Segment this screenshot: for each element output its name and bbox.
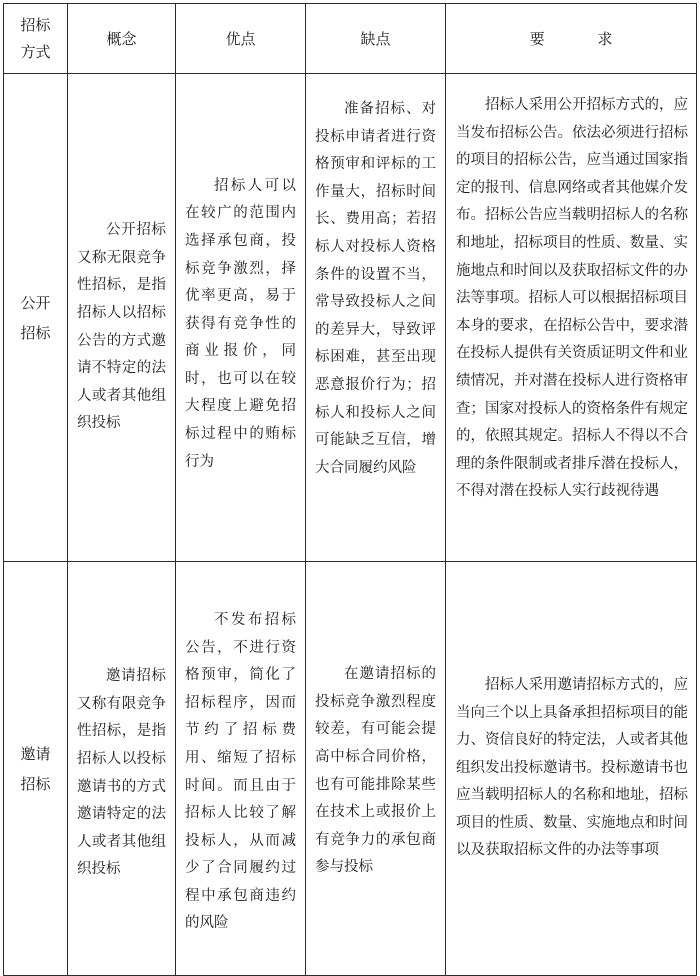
table-row-open-bidding (4, 74, 697, 562)
header-method-label: 招标方式 (20, 15, 51, 61)
header-cons-label: 缺点 (360, 29, 391, 48)
cons-cell (306, 562, 446, 976)
header-method (4, 4, 68, 74)
method-label: 邀请招标 (20, 744, 51, 793)
table-row-invited-bidding (4, 562, 697, 976)
requirements-cell (446, 562, 697, 976)
header-pros-label: 优点 (225, 29, 256, 48)
cons-text: 在邀请招标的投标竞争激烈程度较差，有可能会提高中标合同价格，也有可能排除某些在技术上或报价上有竞争力的承包商参与投标 (315, 666, 436, 876)
concept-cell (68, 74, 176, 562)
pros-cell (176, 74, 306, 562)
method-cell (4, 562, 68, 976)
concept-text: 邀请招标又称有限竞争性招标，是指招标人以投标邀请书的方式邀请特定的法人或者其他组织投标 (77, 668, 166, 878)
cons-text: 准备招标、对投标申请者进行资格预审和评标的工作量大，招标时间长、费用高；若招标人对投标人资格条件的设置不当，常导致投标人之间的差异大，导致评标困难，甚至出现恶意报价行为；招标人和投标人之间可能缺乏互信，增大合同履约风险 (315, 101, 436, 476)
method-label: 公开招标 (20, 293, 51, 342)
header-requirements (446, 4, 697, 74)
header-cons (306, 4, 446, 74)
pros-text: 不发布招标公告，不进行资格预审，简化了招标程序，因而节约了招标费用、缩短了招标时间。而且由于招标人比较了解投标人，从而减少了合同履约过程中承包商违约的风险 (185, 611, 296, 932)
concept-text: 公开招标又称无限竞争性招标，是指招标人以招标公告的方式邀请不特定的法人或者其他组织投标 (77, 222, 166, 432)
header-concept (68, 4, 176, 74)
requirements-cell (446, 74, 697, 562)
method-cell (4, 74, 68, 562)
header-row (4, 4, 697, 74)
header-requirements-label: 要 求 (529, 29, 637, 48)
requirements-text: 招标人采用邀请招标方式的，应当向三个以上具备承担招标项目的能力、资信良好的特定法，人或者其他组织发出投标邀请书。投标邀请书也应当载明招标人的名称和地址，招标项目的性质、数量、实施地点和时间以及获取招标文件的办法等事项 (456, 676, 688, 859)
requirements-text: 招标人采用公开招标方式的，应当发布招标公告。依法必须进行招标的项目的招标公告，应当通过国家指定的报刊、信息网络或者其他媒介发布。招标公告应当载明招标人的名称和地址，招标项目的性质、数量、实施地点和时间以及获取招标文件的办法等事项。招标人可以根据招标项目本身的要求，在招标公告中，要求潜在投标人提供有关资质证明文件和业绩情况，并对潜在投标人进行资格审查；国家对投标人的资格条件有规定的，依照其规定。招标人不得以不合理的条件限制或者排斥潜在投标人，不得对潜在投标人实行歧视待遇 (456, 97, 688, 500)
pros-cell (176, 562, 306, 976)
bidding-methods-table (3, 3, 697, 976)
header-pros (176, 4, 306, 74)
concept-cell (68, 562, 176, 976)
pros-text: 招标人可以在较广的范围内选择承包商，投标竞争激烈，择优率更高，易于获得有竞争性的商业报价，同时，也可以在较大程度上避免招标过程中的贿标行为 (185, 177, 296, 470)
header-concept-label: 概念 (106, 29, 137, 48)
cons-cell (306, 74, 446, 562)
